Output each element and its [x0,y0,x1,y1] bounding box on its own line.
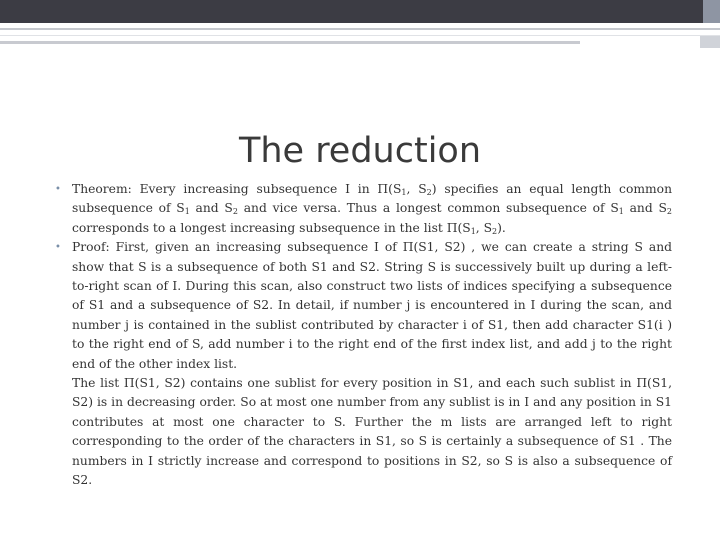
bullet-proof [55,238,672,374]
bullet-theorem: • Theorem: Every increasing subsequence I in $\Pi(S_1$, $S_2$) specifies an equal length common subsequence of $S_1$ and $S_2$ and vice versa. Thus a longest common subsequence of $S_1$ and $S_2$ corresponds to a longest increasing subsequence in the list $\Pi(S_1$, $S_2$). [55,182,672,236]
slide-title: The reduction [238,131,482,172]
header-rule [0,35,720,36]
theorem-label: Theorem: [72,182,132,196]
header-bar [0,0,703,23]
proof-continuation: The list Π(S1, S2) contains one sublist for every position in S1, and each such sublist in Π(S1, S2) is in decreasing order. So at most one number from any sublist is in I and any position in S1 contributes at most one character to S. Further the m lists are arranged left to right corresponding to the order of the characters in S1, so S is certainly a subsequence of S1 . The numbers in I strictly increase and correspond to positions in S2, so S is also a subsequence of S2. [72,376,672,488]
header-rule-accent [700,36,720,48]
slide-body [55,180,672,491]
bullet-icon: • [55,242,61,254]
proof-label: Proof: [72,240,110,255]
bullet-icon: • [55,184,61,195]
header-rule [0,41,580,44]
proof-text: First, given an increasing subsequence I of Π(S1, S2) , we can create a string S and show that S is a subsequence of both S1 and S2. String S is successively built up during a left-to-right scan of I. During this scan, also construct two lists of indices specifying a subsequence of S1 and a subsequence of S2. In detail, if number j is encountered in I during the scan, and number j is contained in the sublist contributed by character i of S1, then add character S1(i ) to the right end of S, add number i to the right end of the first index list, and add j to the right end of the other index list. [72,240,672,371]
header-accent [703,0,720,23]
header-rule [0,28,720,30]
